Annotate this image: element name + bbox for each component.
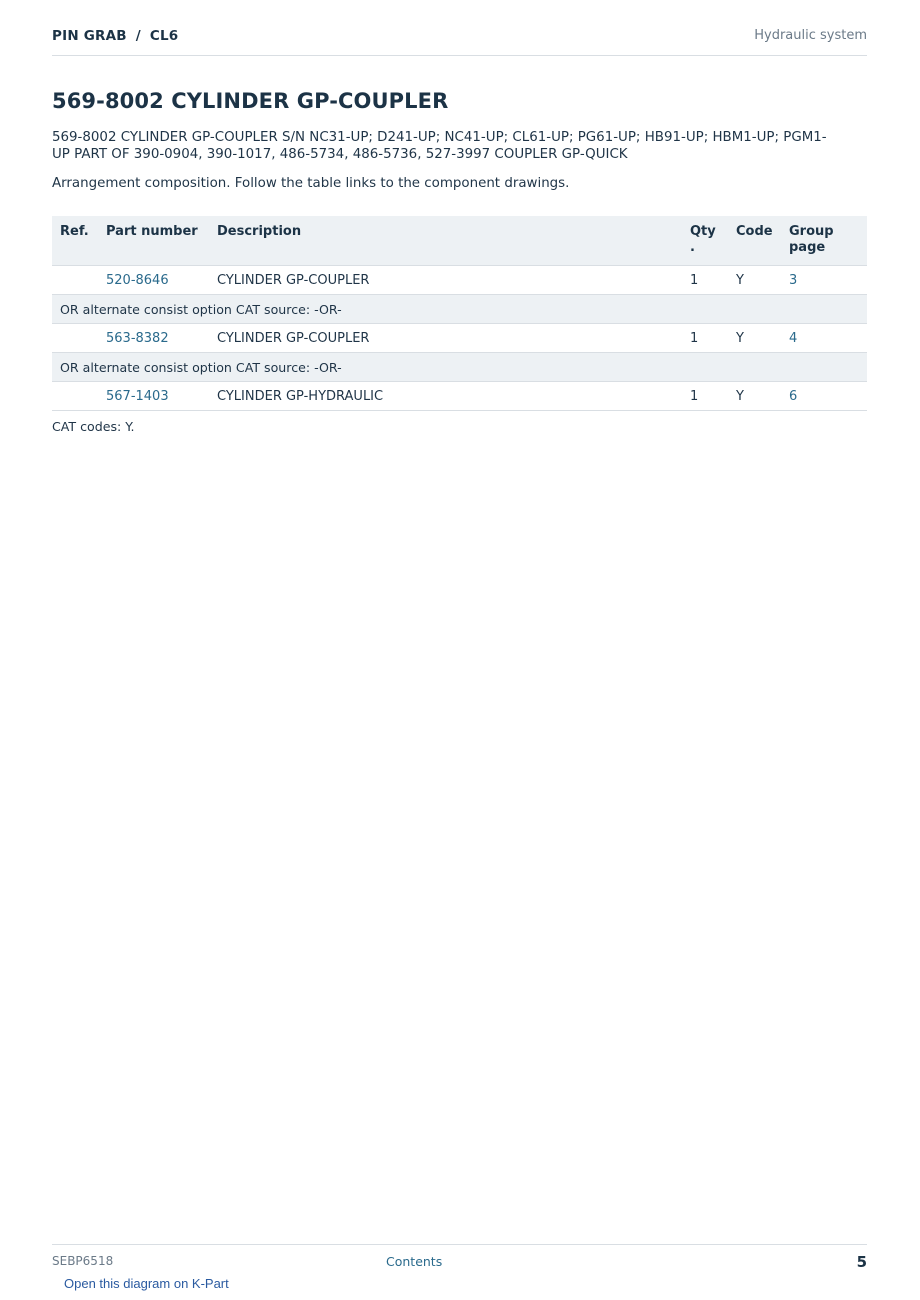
cell-ref [52,324,98,353]
section-name: Hydraulic system [754,28,867,43]
part-number-link[interactable]: 563-8382 [98,324,209,353]
part-number-link[interactable]: 520-8646 [98,266,209,295]
contents-link[interactable]: Contents [386,1254,443,1269]
cell-ref [52,382,98,411]
alternate-option-note: OR alternate consist option CAT source: -OR- [52,353,867,382]
cell-code: Y [728,266,781,295]
cell-description: CYLINDER GP-COUPLER [209,324,682,353]
group-page-link[interactable]: 4 [781,324,867,353]
header-qty: Qty . [682,216,728,266]
table-row [52,266,867,295]
table-row [52,324,867,353]
page-title: 569-8002 CYLINDER GP-COUPLER [52,89,449,113]
header-code: Code [728,216,781,266]
header-group-page: Group page [781,216,867,266]
part-description: 569-8002 CYLINDER GP-COUPLER S/N NC31-UP; D241-UP; NC41-UP; CL61-UP; PG61-UP; HB91-UP; HBM1-UP; PGM1-UP PART OF 390-0904, 390-1017, 486-5734, 486-5736, 527-3997 COUPLER GP-QUICK [52,130,827,162]
page-header [52,28,867,56]
cell-description: CYLINDER GP-COUPLER [209,266,682,295]
kpart-link[interactable]: Open this diagram on K-Part [64,1276,229,1291]
header-ref: Ref. [52,216,98,266]
breadcrumb-separator: / [135,28,141,44]
alternate-option-note: OR alternate consist option CAT source: -OR- [52,295,867,324]
group-page-link[interactable]: 6 [781,382,867,411]
cell-qty: 1 [682,382,728,411]
breadcrumb [52,28,178,44]
group-page-link[interactable]: 3 [781,266,867,295]
page-number: 5 [856,1253,867,1271]
table-row [52,382,867,411]
document-id: SEBP6518 [52,1254,114,1268]
cell-qty: 1 [682,266,728,295]
cell-code: Y [728,382,781,411]
parts-table [52,216,867,411]
breadcrumb-model: CL6 [149,28,179,44]
table-note-row [52,353,867,382]
header-description: Description [209,216,682,266]
cell-code: Y [728,324,781,353]
cell-qty: 1 [682,324,728,353]
header-part-number: Part number [98,216,209,266]
page-footer [52,1244,867,1275]
table-header-row [52,216,867,266]
cell-description: CYLINDER GP-HYDRAULIC [209,382,682,411]
cell-ref [52,266,98,295]
intro-text: Arrangement composition. Follow the table links to the component drawings. [52,176,570,191]
cat-codes-note: CAT codes: Y. [52,419,135,434]
table-note-row [52,295,867,324]
part-number-link[interactable]: 567-1403 [98,382,209,411]
breadcrumb-machine: PIN GRAB [52,28,127,44]
